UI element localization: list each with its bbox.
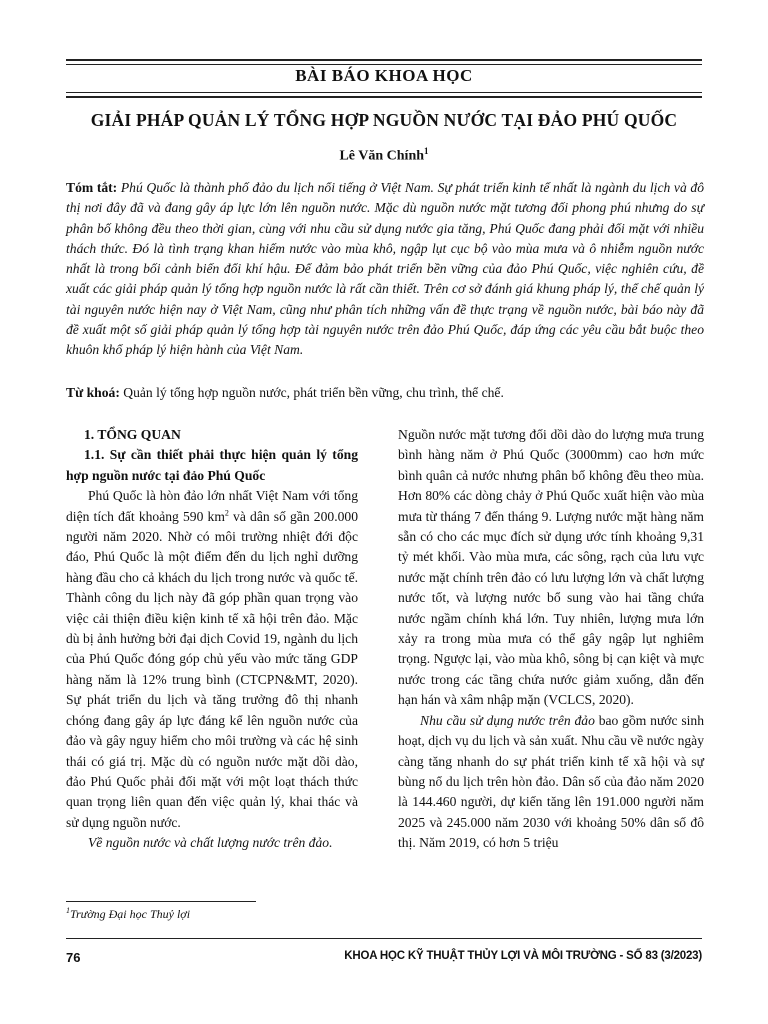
keywords-label: Từ khoá:	[66, 385, 120, 400]
paragraph-italic-lead: Nhu cầu sử dụng nước trên đảo	[420, 712, 595, 728]
footnote-rule	[66, 901, 256, 902]
header-rule-bottom-thin	[66, 92, 702, 93]
page-number: 76	[66, 950, 81, 965]
paragraph-text: bao gồm nước sinh hoạt, dịch vụ du lịch và sản xuất. Nhu cầu về nước ngày càng tăng nhanh do sự phát triển kinh tế xã hội và sự bùng nổ du lịch trên hòn đảo. Dân số của đảo năm 2020 là 144.460 người, dự kiến tăng lên 191.000 người năm 2025 và 245.000 năm 2030 với khoảng 50% dân số đô thị. Năm 2019, có hơn 5 triệu	[398, 712, 705, 851]
body-column-left	[66, 425, 358, 854]
paragraph: Nguồn nước mặt tương đối dồi dào do lượng mưa trung bình hàng năm ở Phú Quốc (3000mm) cao hơn mức bình quân cả nước nhưng phân bố không đều theo mùa. Hơn 80% các dòng chảy ở Phú Quốc xuất hiện vào mùa mưa từ tháng 7 đến tháng 9. Lượng nước mặt hàng năm sẵn có cho các mục đích sử dụng ước tính khoảng 9,31 tỷ mét khối. Vào mùa mưa, các sông, rạch của lưu vực nước mặt chính trên đảo có lưu lượng lớn và chất lượng nước tốt, và lượng nước bổ sung vào hai tầng chứa nước ngầm chính khá lớn. Tuy nhiên, lượng mưa lớn xảy ra trong mùa mưa có thể gây ngập lụt nghiêm trọng. Ngược lại, vào mùa khô, sông bị cạn kiệt và mực nước trong các tầng chứa nước giảm xuống, dẫn đến hạn hán và xâm nhập mặn (VCLCS, 2020).	[398, 427, 704, 708]
header-rule-bottom	[66, 96, 702, 98]
journal-name: KHOA HỌC KỸ THUẬT THỦY LỢI VÀ MÔI TRƯỜNG - SỐ 83 (3/2023)	[344, 950, 702, 962]
author-affiliation-mark: 1	[424, 146, 429, 156]
article-author	[66, 146, 702, 165]
section-label: BÀI BÁO KHOA HỌC	[295, 66, 473, 85]
article-title: GIẢI PHÁP QUẢN LÝ TỔNG HỢP NGUỒN NƯỚC TẠI ĐẢO PHÚ QUỐC	[90, 110, 678, 130]
paragraph	[398, 711, 704, 854]
paragraph-text-cont: và dân số gần 200.000 người năm 2020. Nhờ có môi trường nhiệt đới độc đáo, Phú Quốc là một điểm đến du lịch nghỉ dưỡng hàng đầu cho cả khách du lịch trong nước và quốc tế. Thành công du lịch này đã góp phần quan trọng vào việc cải thiện điều kiện kinh tế xã hội trên đảo. Mặc dù bị ảnh hưởng bởi đại dịch Covid 19, ngành du lịch của Phú Quốc đóng góp chủ yếu vào mức tăng GDP hàng năm là 12% trung bình (CTCPN&MT, 2020). Sự phát triển du lịch và tăng trưởng đô thị nhanh chóng đang gây áp lực đáng kể lên nguồn nước của đảo và gây nguy hiểm cho môi trường và các hệ sinh thái có giá trị. Mặc dù có nguồn nước mặt dồi dào, đảo Phú Quốc phải đối mặt với một loạt thách thức quan trọng liên quan đến việc quản lý, khai thác và sử dụng nguồn nước.	[66, 508, 358, 830]
subsection-heading: 1.1. Sự cần thiết phải thực hiện quản lý tổng hợp nguồn nước tại đảo Phú Quốc	[66, 447, 358, 483]
header-rule-top-thin	[66, 64, 702, 65]
footer-rule	[66, 938, 702, 939]
footnote-text: Trường Đại học Thuỷ lợi	[70, 907, 191, 921]
abstract-label: Tóm tắt:	[66, 180, 118, 195]
keywords-text: Quản lý tổng hợp nguồn nước, phát triển bền vững, chu trình, thể chế.	[123, 385, 504, 400]
paragraph	[66, 486, 358, 833]
abstract-text: Phú Quốc là thành phố đảo du lịch nổi tiếng ở Việt Nam. Sự phát triển kinh tế nhất là ngành du lịch và đô thị nơi đây đã và đang gây áp lực lớn lên nguồn nước. Mặc dù nguồn nước mặt tương đối phong phú nhưng do sự phân bố không đều theo thời gian, cùng với nhu cầu sử dụng nước gia tăng, Phú Quốc đang phải đối mặt với nhiều thách thức. Đó là tình trạng khan hiếm nước vào mùa khô, ngập lụt cục bộ vào mùa mưa và ô nhiễm nguồn nước nhất là trong bối cảnh biến đổi khí hậu. Để đảm bảo phát triển bền vững của đảo Phú Quốc, việc nghiên cứu, đề xuất các giải pháp quản lý tổng hợp nguồn nước là rất cần thiết. Trên cơ sở đánh giá khung pháp lý, thể chế quản lý tài nguyên nước hiện nay ở Việt Nam, cũng như phân tích những vấn đề thực trạng về nguồn nước, bài báo này đã đề xuất một số giải pháp quản lý tổng hợp tài nguyên nước trên đảo Phú Quốc, đáp ứng các yêu cầu bắt buộc theo khuôn khổ pháp lý hiện hành của Việt Nam.	[66, 180, 704, 358]
footnote	[66, 906, 190, 922]
keywords	[66, 383, 704, 403]
abstract	[66, 178, 704, 361]
author-name: Lê Văn Chính	[339, 148, 425, 164]
superscript: 2	[224, 508, 229, 518]
footnote-mark: 1	[66, 906, 70, 915]
paragraph-text: Phú Quốc là hòn đảo lớn nhất Việt Nam với tổng diện tích đất khoảng 590 km	[66, 488, 358, 524]
header-rule-top	[66, 59, 702, 61]
paragraph-italic: Về nguồn nước và chất lượng nước trên đảo.	[88, 835, 333, 851]
section-heading: 1. TỔNG QUAN	[84, 427, 181, 442]
body-column-right	[398, 425, 704, 854]
